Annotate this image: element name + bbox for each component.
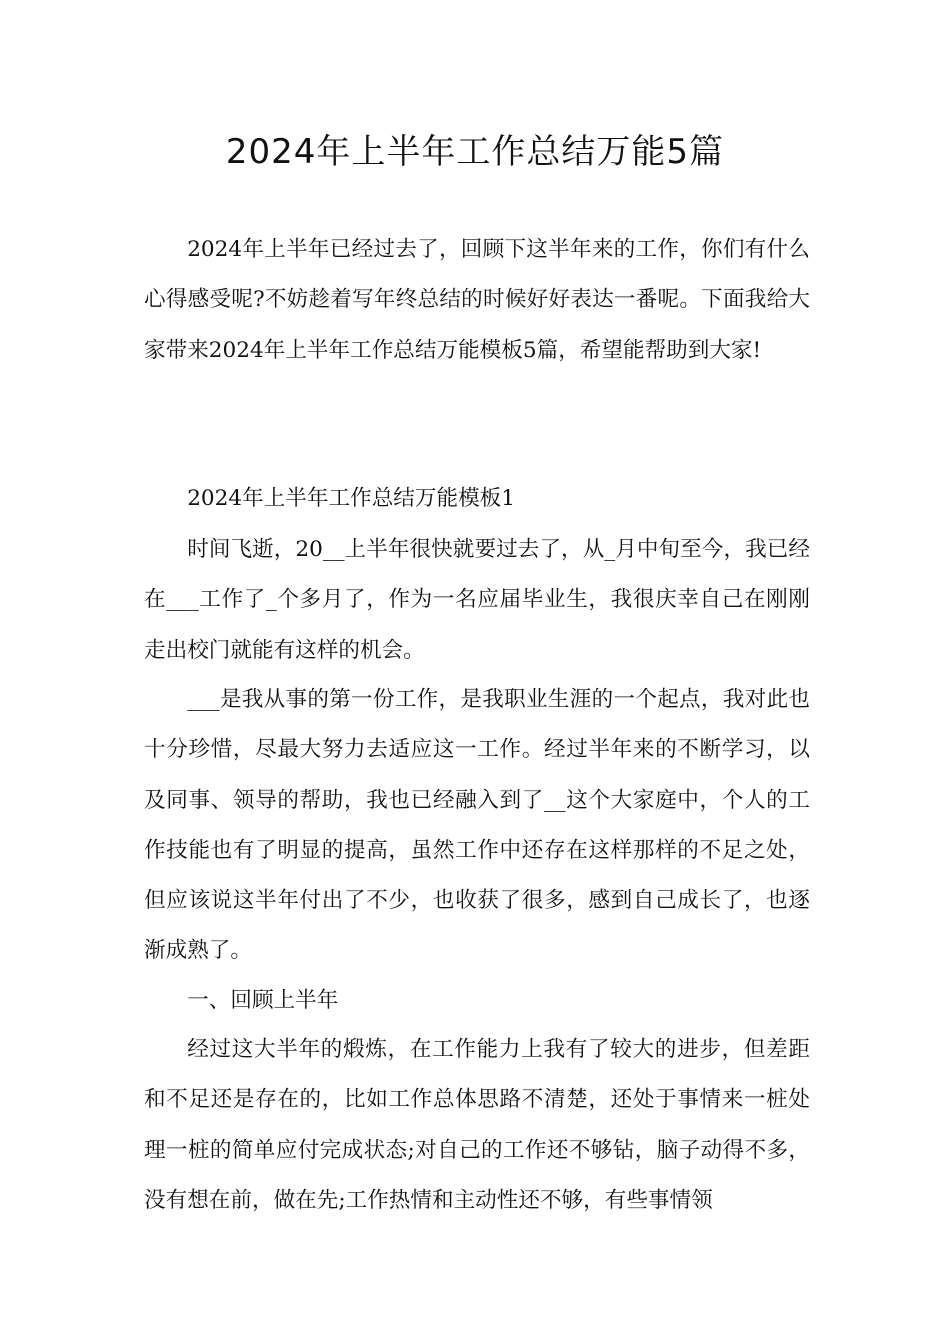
section-heading: 一、回顾上半年 xyxy=(187,988,339,1013)
template-subheading: 2024年上半年工作总结万能模板1 xyxy=(187,486,516,511)
document-title: 2024年上半年工作总结万能5篇 xyxy=(225,132,725,172)
paragraph-3: 经过这大半年的煅炼，在工作能力上我有了较大的进步，但差距和不足还是存在的，比如工作总体思路不清楚，还处于事情来一桩处理一桩的简单应付完成状态;对自己的工作还不够钻，脑子动得不多，没有想在前，做在先;工作热情和主动性还不够，有些事情领 xyxy=(144,1037,810,1213)
intro-paragraph: 2024年上半年已经过去了，回顾下这半年来的工作，你们有什么心得感受呢?不妨趁着写年终总结的时候好好表达一番呢。下面我给大家带来2024年上半年工作总结万能模板5篇，希望能帮助到大家! xyxy=(144,237,810,363)
paragraph-2: ___是我从事的第一份工作，是我职业生涯的一个起点，我对此也十分珍惜，尽最大努力去适应这一工作。经过半年来的不断学习，以及同事、领导的帮助，我也已经融入到了__这个大家庭中，个人的工作技能也有了明显的提高，虽然工作中还存在这样那样的不足之处，但应该说这半年付出了不少，也收获了很多，感到自己成长了，也逐渐成熟了。 xyxy=(144,687,810,964)
paragraph-1: 时间飞逝，20__上半年很快就要过去了，从_月中旬至今，我已经在___工作了_个多月了，作为一名应届毕业生，我很庆幸自己在刚刚走出校门就能有这样的机会。 xyxy=(144,537,810,663)
